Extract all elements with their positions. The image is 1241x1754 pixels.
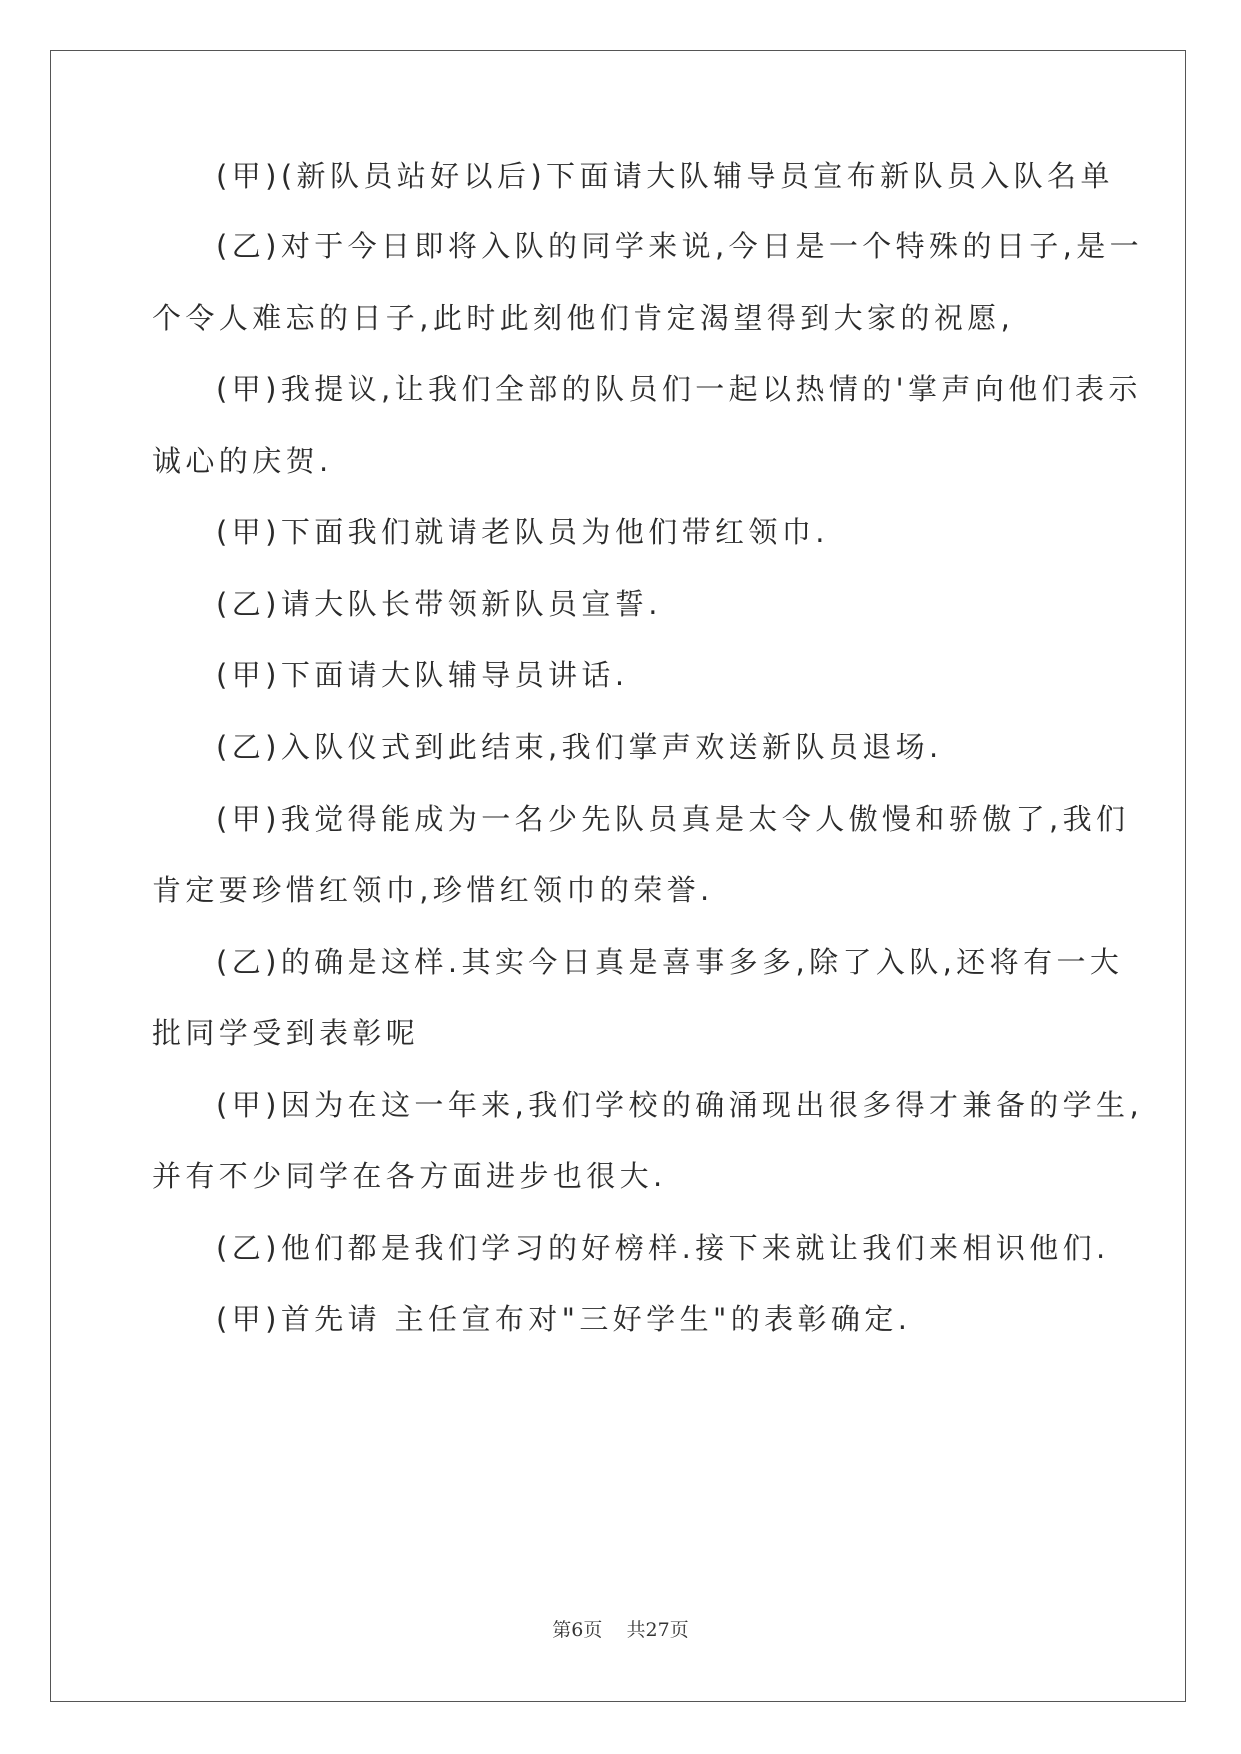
text-line: (甲)因为在这一年来,我们学校的确涌现出很多得才兼备的学生, <box>216 1088 1144 1122</box>
text-line: (甲)我觉得能成为一名少先队员真是太令人傲慢和骄傲了,我们 <box>216 802 1130 836</box>
text-line: 诚心的庆贺. <box>152 444 333 478</box>
text-line: 肯定要珍惜红领巾,珍惜红领巾的荣誉. <box>152 873 714 907</box>
text-line: 个令人难忘的日子,此时此刻他们肯定渴望得到大家的祝愿, <box>152 301 1015 335</box>
text-line: (乙)他们都是我们学习的好榜样.接下来就让我们来相识他们. <box>216 1231 1110 1265</box>
text-line: 并有不少同学在各方面进步也很大. <box>152 1159 667 1193</box>
text-line: (乙)入队仪式到此结束,我们掌声欢送新队员退场. <box>216 730 943 764</box>
text-line: (甲)下面我们就请老队员为他们带红领巾. <box>216 515 829 549</box>
text-line: (乙)请大队长带领新队员宣誓. <box>216 587 662 621</box>
text-line: (甲)首先请 主任宣布对"三好学生"的表彰确定. <box>216 1302 912 1336</box>
text-line: (乙)的确是这样.其实今日真是喜事多多,除了入队,还将有一大 <box>216 945 1124 979</box>
text-line: (甲)(新队员站好以后)下面请大队辅导员宣布新队员入队名单 <box>216 159 1114 193</box>
text-line: 批同学受到表彰呢 <box>152 1016 420 1050</box>
text-line: (甲)下面请大队辅导员讲话. <box>216 658 629 692</box>
page-number: 第6页 共27页 <box>552 1619 689 1641</box>
text-line: (乙)对于今日即将入队的同学来说,今日是一个特殊的日子,是一 <box>216 229 1144 263</box>
text-line: (甲)我提议,让我们全部的队员们一起以热情的'掌声向他们表示 <box>216 372 1142 406</box>
